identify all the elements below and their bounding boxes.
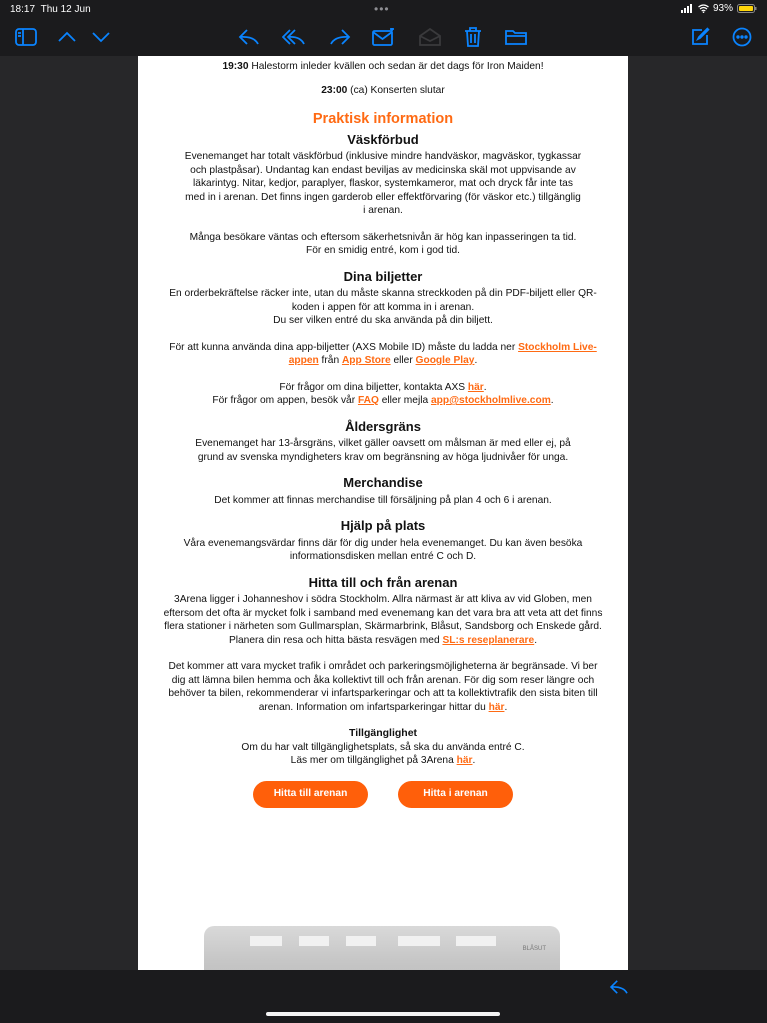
forward-button[interactable] bbox=[328, 25, 352, 49]
vaskforbud-text-2: Många besökare väntas och eftersom säkerhetsnivån är hög kan inpasseringen ta tid. För en smidig entré, kom i god tid. bbox=[189, 231, 577, 256]
status-indicators bbox=[681, 3, 757, 14]
text-span: . bbox=[474, 355, 478, 366]
schedule-item bbox=[156, 84, 610, 98]
compose-mail-icon bbox=[372, 28, 396, 46]
archive-button[interactable] bbox=[418, 25, 442, 49]
compose-icon bbox=[690, 27, 710, 47]
text-span: . bbox=[483, 381, 487, 393]
biljetter-text: En orderbekräftelse räcker inte, utan du måste skanna streckkoden på din PDF-biljett eller QR-koden i appen för att komma in i arenan. bbox=[169, 288, 597, 313]
status-time: 18:17 bbox=[10, 4, 36, 15]
hitta-heading: Hitta till och från arenan bbox=[308, 574, 458, 590]
cta-row bbox=[156, 781, 610, 808]
status-bar bbox=[0, 0, 767, 18]
tillg-heading: Tillgänglighet bbox=[348, 727, 418, 739]
status-date: Thu 12 Jun bbox=[40, 4, 91, 15]
hjalp-text: Våra evenemangsvärdar finns där för dig under hela evenemanget. Du kan även besöka informationsdisken mellan entré C och D. bbox=[183, 537, 583, 562]
text-span: . bbox=[534, 634, 538, 646]
tillg-text-2 bbox=[156, 754, 610, 768]
schedule-text: Halestorm inleder kvällen och sedan är det dags för Iron Maiden! bbox=[251, 61, 544, 72]
email-body[interactable] bbox=[138, 56, 628, 970]
battery-percent: 93% bbox=[712, 3, 733, 14]
email-content bbox=[138, 60, 628, 808]
text-span: . bbox=[472, 755, 476, 766]
email-link[interactable]: app@stockholmlive.com bbox=[430, 395, 551, 406]
signal-icon bbox=[681, 4, 694, 13]
google-play-link[interactable]: Google Play bbox=[415, 355, 475, 366]
move-to-folder-button[interactable] bbox=[504, 25, 528, 49]
battery-icon bbox=[737, 4, 757, 13]
home-indicator[interactable] bbox=[266, 1012, 500, 1016]
merch-heading: Merchandise bbox=[343, 475, 423, 490]
text-span: För frågor om appen, besök vår bbox=[212, 395, 358, 406]
multitasking-dots-icon[interactable]: ••• bbox=[374, 2, 390, 16]
tillg-har-link[interactable]: här bbox=[456, 755, 473, 766]
chevron-up-icon bbox=[57, 30, 77, 44]
hitta-till-arenan-button[interactable]: Hitta till arenan bbox=[253, 781, 368, 808]
biljetter-heading: Dina biljetter bbox=[343, 268, 423, 284]
right-margin bbox=[628, 56, 767, 970]
compose-button[interactable] bbox=[688, 25, 712, 49]
forward-icon bbox=[329, 28, 351, 46]
trash-button[interactable] bbox=[461, 25, 485, 49]
photo-window bbox=[456, 936, 496, 946]
folder-icon bbox=[505, 28, 527, 46]
axs-har-link[interactable]: här bbox=[467, 381, 484, 393]
hitta-parking-text bbox=[156, 660, 610, 714]
wifi-icon bbox=[698, 4, 709, 13]
photo-sign: BLÅSUT bbox=[522, 946, 546, 952]
hitta-i-arenan-button[interactable]: Hitta i arenan bbox=[398, 781, 513, 808]
photo-window bbox=[346, 936, 376, 946]
left-margin bbox=[0, 56, 138, 970]
hitta-text bbox=[156, 593, 610, 647]
schedule-time: 23:00 bbox=[321, 84, 348, 96]
previous-message-button[interactable] bbox=[55, 25, 79, 49]
biljetter-text-b: Du ser vilken entré du ska använda på din biljett. bbox=[273, 315, 493, 326]
biljetter-axs-text bbox=[156, 381, 610, 395]
reply-icon bbox=[609, 979, 629, 995]
compose-mail-button[interactable] bbox=[372, 25, 396, 49]
reply-all-button[interactable] bbox=[282, 25, 306, 49]
tillg-text-1: Om du har valt tillgänglighetsplats, så ska du använda entré C. bbox=[241, 741, 525, 753]
next-message-button[interactable] bbox=[89, 25, 113, 49]
text-span: eller bbox=[390, 355, 416, 366]
arena-photo bbox=[204, 926, 560, 970]
photo-window bbox=[250, 936, 282, 946]
bottom-reply-button[interactable] bbox=[607, 975, 631, 999]
mail-toolbar bbox=[0, 18, 767, 56]
merch-text: Det kommer att finnas merchandise till försäljning på plan 4 och 6 i arenan. bbox=[214, 494, 552, 506]
schedule-text: (ca) Konserten slutar bbox=[350, 84, 445, 96]
reply-all-icon bbox=[282, 28, 306, 46]
praktisk-heading: Praktisk information bbox=[312, 111, 454, 127]
alder-text: Evenemanget har 13-årsgräns, vilket gäller oavsett om målsman är med eller ej, på grund av svenska myndigheters krav om begränsning av höga ljudnivåer för unga. bbox=[195, 438, 571, 463]
schedule-time: 19:30 bbox=[222, 61, 249, 72]
stockholm-live-app-link[interactable]: Stockholm Live-appen bbox=[288, 341, 597, 366]
more-button[interactable] bbox=[730, 25, 754, 49]
reply-button[interactable] bbox=[237, 25, 261, 49]
parking-har-link[interactable]: här bbox=[488, 701, 505, 713]
reply-icon bbox=[238, 28, 260, 46]
photo-window bbox=[299, 936, 329, 946]
vaskforbud-text: Evenemanget har totalt väskförbud (inklusive mindre handväskor, magväskor, tygkassar och plastpåsar). Undantag kan endast beviljas av medicinska skäl mot uppvisande av läkarintyg. Nitar, kedjor, paraplyer, flaskor, systemkameror, mat och dryck får inte tas med in i arenan. Det finns ingen garderob eller effektförvaring (för väskor etc.) tillgänglig i arenan. bbox=[184, 151, 582, 216]
sl-reseplanerare-link[interactable]: SL:s reseplanerare bbox=[442, 634, 535, 646]
chevron-down-icon bbox=[91, 30, 111, 44]
text-span: För frågor om dina biljetter, kontakta AXS bbox=[279, 381, 468, 393]
faq-link[interactable]: FAQ bbox=[357, 395, 379, 406]
hjalp-heading: Hjälp på plats bbox=[340, 518, 426, 533]
schedule-item bbox=[156, 60, 610, 74]
text-span: Läs mer om tillgänglighet på 3Arena bbox=[290, 755, 457, 766]
more-icon bbox=[732, 27, 752, 47]
archive-icon bbox=[419, 28, 441, 46]
text-span: . bbox=[504, 701, 508, 713]
text-span: Det kommer att vara mycket trafik i området och parkeringsmöjligheterna är begränsade. Vi ber dig att lämna bilen hemma och åka kollektivt till och från arenan. För dig som reser längre och behöver ta bilen, rekommenderar vi infartsparkeringar och att ta kollektivtrafik den sista biten till arenan. Information om infartsparkeringar hittar du bbox=[168, 661, 598, 713]
vaskforbud-heading: Väskförbud bbox=[347, 131, 419, 147]
status-time-date bbox=[10, 4, 91, 15]
app-store-link[interactable]: App Store bbox=[341, 355, 391, 366]
photo-window bbox=[398, 936, 440, 946]
biljetter-app-text bbox=[156, 341, 610, 368]
text-span: 3Arena ligger i Johanneshov i södra Stockholm. Allra närmast är att kliva av vid Globen, men eftersom det ofta är mycket folk i samband med evenemang kan det vara bra att veta att det finns flera stationer i närheten som Gullmarsplan, Skärmarbrink, Blåsut, Sandsborg och Enskede gård. Planera din resa och hitta bästa resvägen med bbox=[163, 594, 603, 646]
text-span: från bbox=[318, 355, 342, 366]
text-span: eller mejla bbox=[378, 395, 431, 406]
alder-heading: Åldersgräns bbox=[345, 418, 421, 434]
biljetter-faq-text bbox=[156, 394, 610, 408]
sidebar-icon bbox=[15, 28, 37, 46]
trash-icon bbox=[464, 27, 482, 47]
sidebar-button[interactable] bbox=[14, 25, 38, 49]
text-span: För att kunna använda dina app-biljetter (AXS Mobile ID) måste du ladda ner bbox=[169, 341, 519, 353]
text-span: . bbox=[550, 395, 554, 406]
